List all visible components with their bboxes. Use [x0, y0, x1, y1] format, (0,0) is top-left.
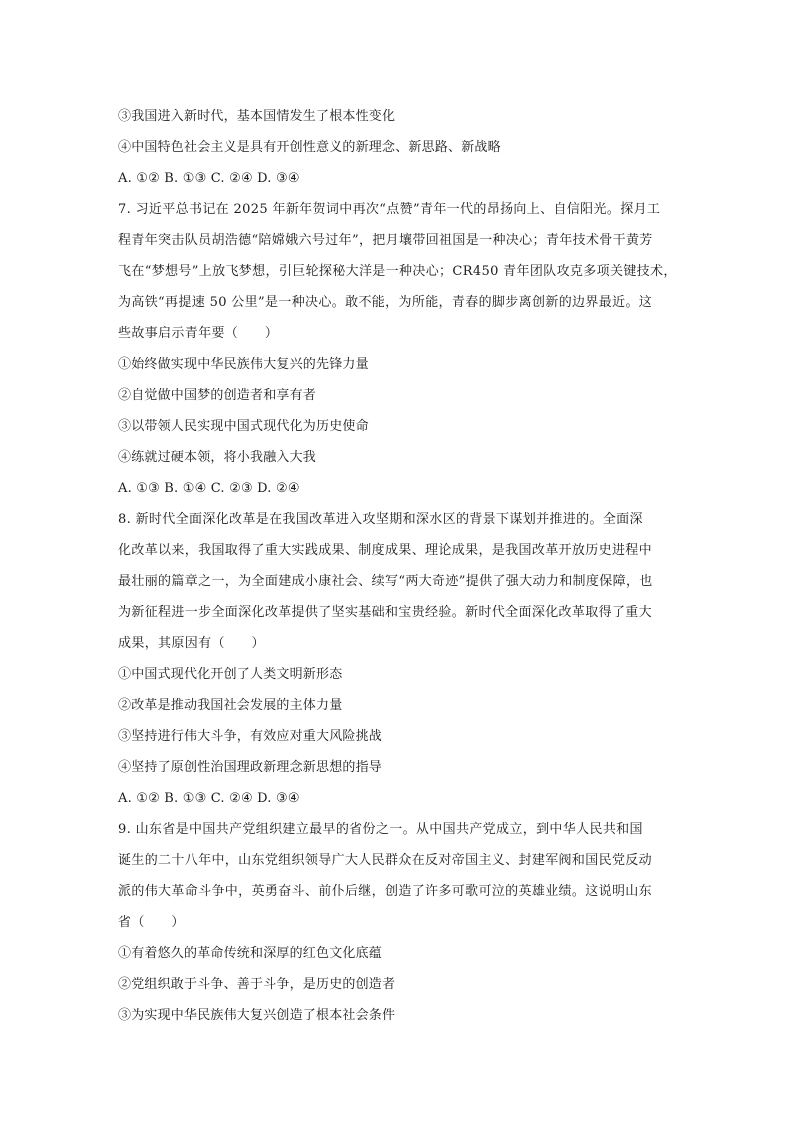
question-stem-line: 为新征程进一步全面深化改革提供了坚实基础和宝贵经验。新时代全面深化改革取得了重大: [118, 605, 653, 620]
question-stem-line: 化改革以来，我国取得了重大实践成果、制度成果、理论成果，是我国改革开放历史进程中: [118, 543, 653, 558]
statement-option: ③我国进入新时代，基本国情发生了根本性变化: [118, 109, 396, 124]
statement-option: ③以带领人民实现中国式现代化为历史使命: [118, 419, 369, 434]
statement-option: ②改革是推动我国社会发展的主体力量: [118, 698, 343, 713]
statement-option: ①中国式现代化开创了人类文明新形态: [118, 667, 343, 682]
answer-choices: A. ①③ B. ①④ C. ②③ D. ②④: [118, 481, 300, 496]
question-stem-line: 飞在“梦想号”上放飞梦想，引巨轮探秘大洋是一种决心；CR450 青年团队攻克多项关键技术，: [118, 264, 677, 279]
question-content: [118, 101, 678, 1031]
question-stem-line: 诞生的二十八年中，山东党组织领导广大人民群众在反对帝国主义、封建军阀和国民党反动: [118, 853, 653, 868]
statement-option: ④练就过硬本领，将小我融入大我: [118, 450, 317, 465]
statement-option: ①始终做实现中华民族伟大复兴的先锋力量: [118, 357, 369, 372]
statement-option: ④坚持了原创性治国理政新理念新思想的指导: [118, 760, 383, 775]
question-stem-line: 7. 习近平总书记在 2025 年新年贺词中再次“点赞”青年一代的昂扬向上、自信阳光。探月工: [118, 202, 661, 217]
question-stem-line: 程青年突击队员胡浩德“陪嫦娥六号过年”，把月壤带回祖国是一种决心；青年技术骨干黄芳: [118, 233, 653, 248]
question-stem-line: 8. 新时代全面深化改革是在我国改革进入攻坚期和深水区的背景下谋划并推进的。全面深: [118, 512, 643, 527]
statement-option: ②自觉做中国梦的创造者和享有者: [118, 388, 317, 403]
statement-option: ①有着悠久的革命传统和深厚的红色文化底蕴: [118, 946, 383, 961]
statement-option: ④中国特色社会主义是具有开创性意义的新理念、新思路、新战略: [118, 140, 501, 155]
question-stem-line: 省（ ）: [118, 915, 185, 930]
statement-option: ③坚持进行伟大斗争，有效应对重大风险挑战: [118, 729, 383, 744]
question-stem-line: 9. 山东省是中国共产党组织建立最早的省份之一。从中国共产党成立，到中华人民共和国: [118, 822, 643, 837]
answer-choices: A. ①② B. ①③ C. ②④ D. ③④: [118, 791, 300, 806]
question-stem-line: 为高铁“再提速 50 公里”是一种决心。敢不能，为所能，青春的脚步离创新的边界最近。这: [118, 295, 653, 310]
question-stem-line: 最壮丽的篇章之一，为全面建成小康社会、续写“两大奇迹”提供了强大动力和制度保障，也: [118, 574, 653, 589]
answer-choices: A. ①② B. ①③ C. ②④ D. ③④: [118, 171, 300, 186]
question-stem-line: 派的伟大革命斗争中，英勇奋斗、前仆后继，创造了许多可歌可泣的英雄业绩。这说明山东: [118, 884, 653, 899]
question-stem-line: 些故事启示青年要（ ）: [118, 326, 279, 341]
statement-option: ②党组织敢于斗争、善于斗争，是历史的创造者: [118, 977, 396, 992]
statement-option: ③为实现中华民族伟大复兴创造了根本社会条件: [118, 1008, 396, 1023]
question-stem-line: 成果，其原因有（ ）: [118, 636, 265, 651]
